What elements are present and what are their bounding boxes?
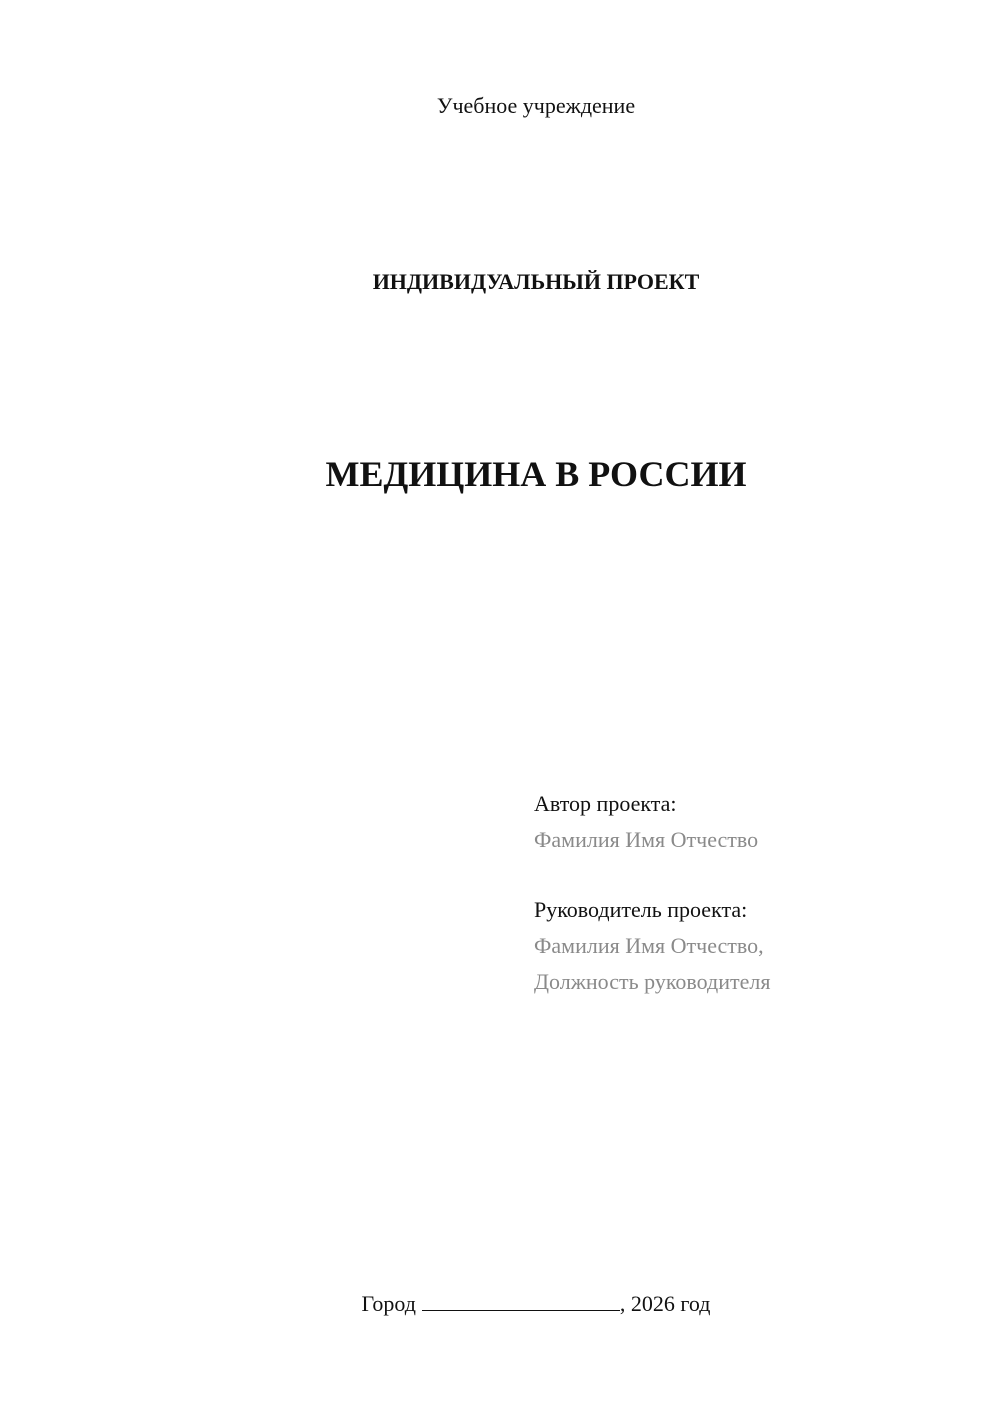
supervisor-label: Руководитель проекта: — [534, 897, 748, 922]
city-blank-line — [422, 1290, 620, 1311]
year-text: , 2026 год — [619, 1291, 711, 1316]
supervisor-block — [534, 892, 770, 1000]
city-label: Город — [361, 1291, 416, 1316]
institution-name: Учебное учреждение — [436, 93, 636, 118]
footer-city-year — [0, 1290, 1000, 1318]
supervisor-position-placeholder: Должность руководителя — [534, 969, 771, 994]
project-type-heading: ИНДИВИДУАЛЬНЫЙ ПРОЕКТ — [372, 269, 700, 294]
author-name-placeholder: Фамилия Имя Отчество — [534, 827, 759, 852]
supervisor-name-placeholder: Фамилия Имя Отчество, — [534, 933, 764, 958]
project-title: МЕДИЦИНА В РОССИИ — [325, 454, 747, 494]
author-label: Автор проекта: — [534, 791, 677, 816]
author-block — [534, 786, 758, 858]
